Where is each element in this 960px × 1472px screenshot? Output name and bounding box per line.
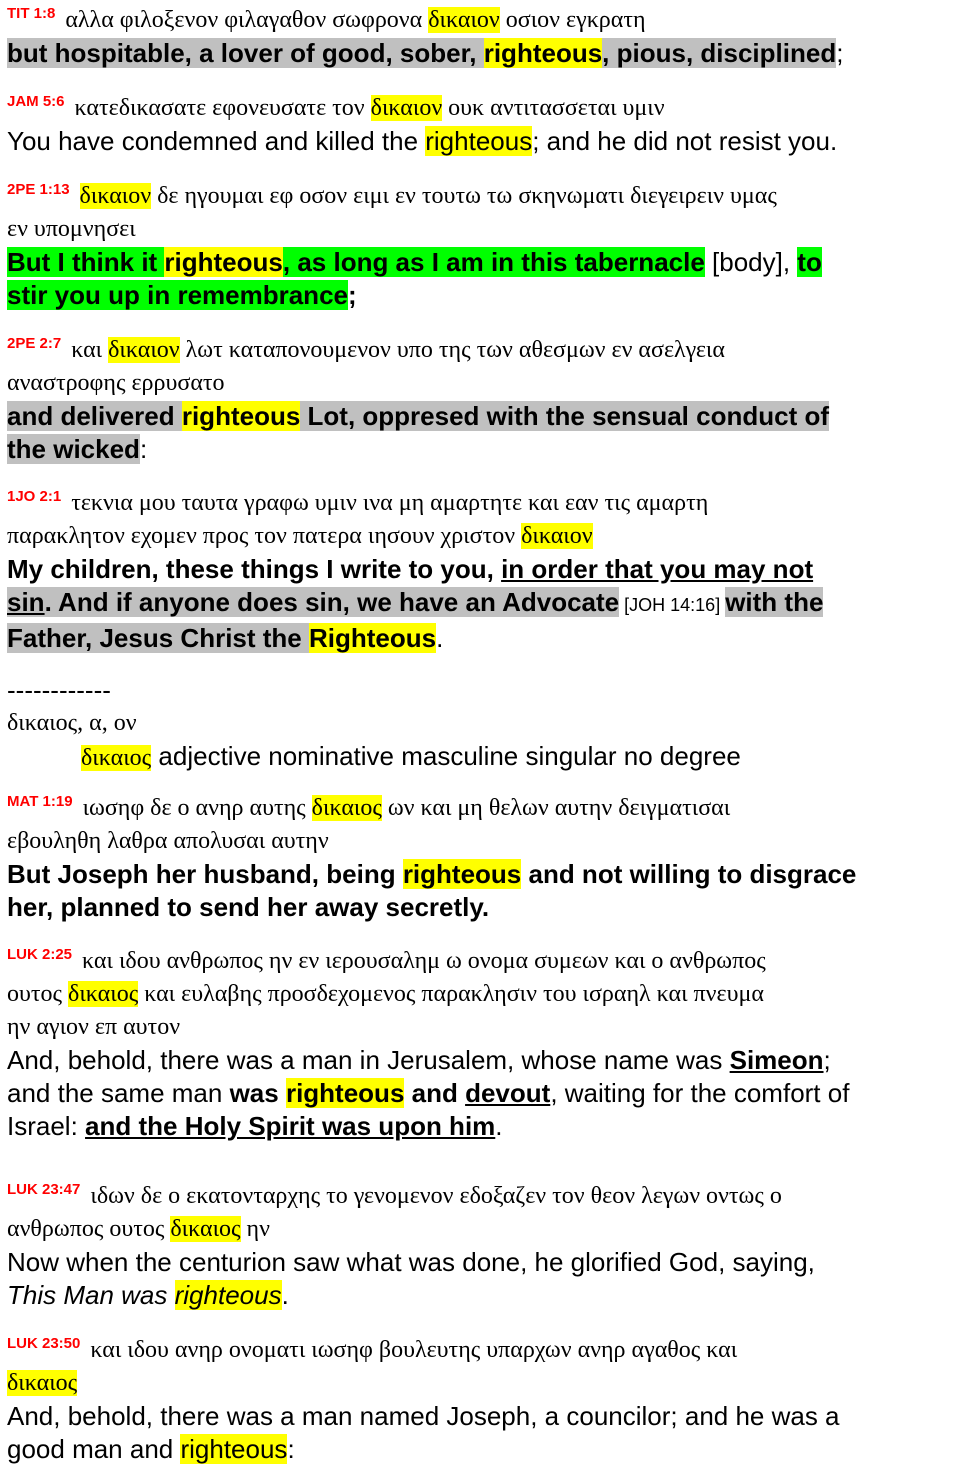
- english-text: ;: [347, 280, 357, 310]
- highlighted-english-word: righteous: [285, 1078, 405, 1108]
- english-text: with the: [725, 587, 824, 617]
- greek-text: αναστροφης ερρυσατο: [7, 370, 225, 396]
- greek-text: αλλα φιλοξενον φιλαγαθον σωφρονα: [65, 7, 429, 33]
- english-text: to: [797, 247, 822, 277]
- english-text: , waiting for the comfort of: [550, 1078, 850, 1108]
- greek-text: ιδων δε ο εκατονταρχης το γενομενον εδοξαζεν τον θεον λεγων οντως ο: [90, 1183, 782, 1209]
- highlighted-english-word: righteous: [181, 401, 301, 431]
- greek-text: ιωσηφ δε ο ανηρ αυτης: [82, 795, 312, 821]
- english-text: .: [495, 1111, 503, 1141]
- italic-english-text: This Man was: [7, 1280, 175, 1310]
- verse-jam-5-6: [7, 92, 957, 158]
- english-text: But I think it: [7, 247, 165, 277]
- english-text: .: [436, 623, 444, 653]
- english-text: And, behold, there was a man in Jerusalem, whose name was: [7, 1045, 730, 1075]
- verse-reference: 2PE 2:7: [7, 335, 62, 352]
- greek-text: ην: [240, 1216, 270, 1242]
- greek-text: ανθρωπος ουτος: [7, 1216, 171, 1242]
- highlighted-greek-word: δικαιον: [428, 7, 500, 33]
- verse-reference: JAM 5:6: [7, 93, 65, 110]
- greek-text: εβουληθη λαθρα απολυσαι αυτην: [7, 828, 329, 854]
- highlighted-greek-word: δικαιος: [68, 981, 139, 1007]
- greek-text: ην αγιον επ αυτον: [7, 1014, 181, 1040]
- english-text: and not willing to disgrace: [521, 859, 857, 889]
- highlighted-english-word: Righteous: [308, 623, 437, 653]
- english-text: . And if anyone does sin, we have an Advocate: [44, 587, 620, 617]
- verse-luk-23-50: [7, 1334, 957, 1466]
- highlighted-english-word: righteous: [180, 1434, 288, 1464]
- highlighted-english-word: righteous: [402, 859, 522, 889]
- english-text: and delivered: [7, 401, 182, 431]
- bold-english-text: and: [404, 1078, 466, 1108]
- greek-text: και: [71, 337, 109, 363]
- underlined-english-text: sin: [7, 587, 45, 617]
- verse-luk-2-25: [7, 945, 957, 1143]
- verse-1jo-2-1: [7, 487, 957, 655]
- greek-text: οσιον εγκρατη: [499, 7, 646, 33]
- english-text: Father, Jesus Christ the: [7, 623, 309, 653]
- english-text: ; and he did not resist you.: [532, 126, 838, 156]
- highlighted-greek-word: δικαιος: [311, 795, 382, 821]
- parse-description: adjective nominative masculine singular no degree: [151, 741, 741, 771]
- parsed-word: δικαιος: [81, 745, 152, 771]
- verse-reference: LUK 2:25: [7, 946, 73, 963]
- greek-text: εν υπομνησει: [7, 216, 136, 242]
- highlighted-greek-word: δικαιον: [370, 95, 443, 121]
- english-text: You have condemned and killed the: [7, 126, 426, 156]
- english-text: [body],: [704, 247, 798, 277]
- underlined-english-text: Simeon: [729, 1045, 824, 1075]
- greek-text: και ιδου ανηρ ονοματι ιωσηφ βουλευτης υπαρχων ανηρ αγαθος και: [90, 1337, 738, 1363]
- english-text: ;: [823, 1045, 831, 1075]
- verse-mat-1-19: [7, 792, 957, 924]
- english-text: the wicked: [7, 434, 140, 464]
- highlighted-greek-word: δικαιον: [521, 523, 593, 549]
- verse-reference: 2PE 1:13: [7, 181, 70, 198]
- english-text: And, behold, there was a man named Joseph, a councilor; and he was a: [7, 1401, 840, 1431]
- english-text: her, planned to send her away secretly.: [7, 892, 490, 922]
- english-text: :: [139, 434, 148, 464]
- highlighted-greek-word: δικαιος: [170, 1216, 241, 1242]
- verse-reference: LUK 23:50: [7, 1335, 81, 1352]
- separator-line: ------------: [7, 675, 111, 705]
- english-text: , pious, disciplined: [602, 38, 837, 68]
- verse-reference: TIT 1:8: [7, 5, 56, 22]
- highlighted-greek-word: δικαιον: [108, 337, 180, 363]
- greek-text: δε ηγουμαι εφ οσον ειμι εν τουτω τω σκηνωματι διεγειρειν υμας: [151, 183, 777, 209]
- bold-english-text: was: [229, 1078, 286, 1108]
- lemma-heading: δικαιος, α, ον: [7, 710, 137, 736]
- greek-text: κατεδικασατε εφονευσατε τον: [74, 95, 371, 121]
- underlined-english-text: and the Holy Spirit was upon him: [85, 1111, 496, 1141]
- greek-text: και ευλαβης προσδεχομενος παρακλησιν του ισραηλ και πνευμα: [138, 981, 764, 1007]
- english-text: But Joseph her husband, being: [7, 859, 403, 889]
- english-text: , as long as I am in this tabernacle: [282, 247, 705, 277]
- verse-reference: MAT 1:19: [7, 793, 73, 810]
- english-text: and the same man: [7, 1078, 230, 1108]
- underlined-english-text: devout: [465, 1078, 551, 1108]
- english-text: but hospitable, a lover of good, sober,: [7, 38, 484, 68]
- english-text: :: [287, 1434, 295, 1464]
- english-text: Now when the centurion saw what was done, he glorified God, saying,: [7, 1247, 815, 1277]
- greek-text: ουτος: [7, 981, 69, 1007]
- greek-text: τεκνια μου ταυτα γραφω υμιν ινα μη αμαρτητε και εαν τις αμαρτη: [71, 490, 709, 516]
- highlighted-english-word: righteous: [483, 38, 603, 68]
- verse-luk-23-47: [7, 1180, 957, 1312]
- verse-2pe-2-7: [7, 334, 957, 466]
- english-text: stir you up in remembrance: [7, 280, 348, 310]
- highlighted-greek-word: δικαιον: [79, 183, 152, 209]
- lemma-section: [7, 674, 957, 775]
- greek-text: ων και μη θελων αυτην δειγματισαι: [381, 795, 731, 821]
- english-text: Lot, oppresed with the sensual conduct of: [300, 401, 829, 431]
- english-text: My children, these things I write to you,: [7, 554, 502, 584]
- greek-text: παρακλητον εχομεν προς τον πατερα ιησουν χριστον: [7, 523, 522, 549]
- highlighted-english-word: righteous: [164, 247, 283, 277]
- highlighted-greek-word: δικαιος: [7, 1370, 78, 1396]
- verse-tit-1-8: [7, 4, 957, 70]
- greek-text: και ιδου ανθρωπος ην εν ιερουσαλημ ω ονομα συμεων και ο ανθρωπος: [82, 948, 766, 974]
- greek-text: ουκ αντιτασσεται υμιν: [442, 95, 665, 121]
- greek-text: λωτ καταπονουμενον υπο της των αθεσμων εν ασελγεια: [179, 337, 725, 363]
- english-text: Israel:: [7, 1111, 86, 1141]
- verse-reference: 1JO 2:1: [7, 488, 62, 505]
- highlighted-english-word: righteous: [425, 126, 533, 156]
- underlined-english-text: in order that you may not: [501, 554, 814, 584]
- english-text: good man and: [7, 1434, 181, 1464]
- english-text: ;: [836, 38, 844, 68]
- verse-2pe-1-13: [7, 180, 957, 312]
- highlighted-english-word: righteous: [174, 1280, 282, 1310]
- verse-reference: LUK 23:47: [7, 1181, 81, 1198]
- english-text: .: [281, 1280, 289, 1310]
- cross-reference: [JOH 14:16]: [619, 595, 726, 615]
